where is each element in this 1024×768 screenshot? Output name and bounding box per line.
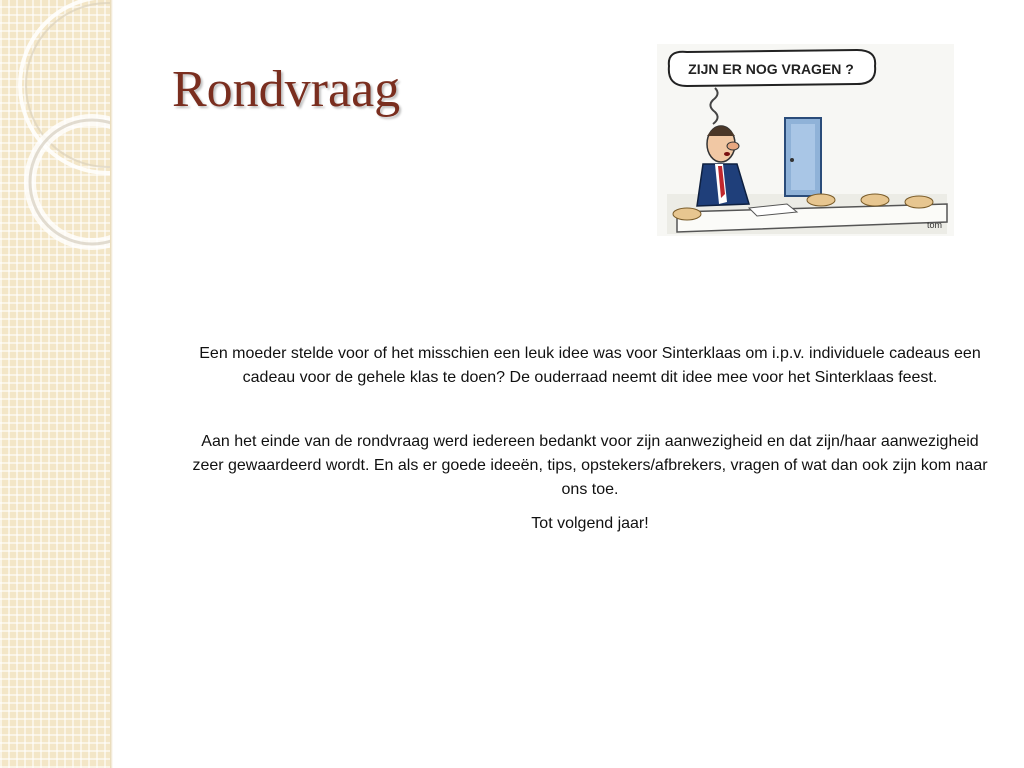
cartoon-signature: tom [927,220,943,230]
decorative-rings [0,0,113,768]
speech-bubble-text: ZIJN ER NOG VRAGEN ? [688,61,854,77]
paragraph-closing: Tot volgend jaar! [531,515,649,532]
paragraph-thanks: Aan het einde van de rondvraag werd iedereen bedankt voor zijn aanwezigheid en dat zijn/haar aanwezigheid zeer gewaardeerd wordt. En als er goede ideeën, tips, opstekers/afbrekers, vragen of wat dan ook zijn kom naar ons toe. [192,433,988,498]
cartoon-illustration [657,44,954,236]
strip-edge [110,0,113,768]
slide-title: Rondvraag [172,61,401,118]
decorative-side-strip [0,0,113,768]
paragraph-sinterklaas-idea: Een moeder stelde voor of het misschien een leuk idee was voor Sinterklaas om i.p.v. individuele cadeaus een cadeau voor de gehele klas te doen? De ouderraad neemt dit idee mee voor het Sinterklaas feest. [199,345,981,386]
slide-body [190,342,990,536]
